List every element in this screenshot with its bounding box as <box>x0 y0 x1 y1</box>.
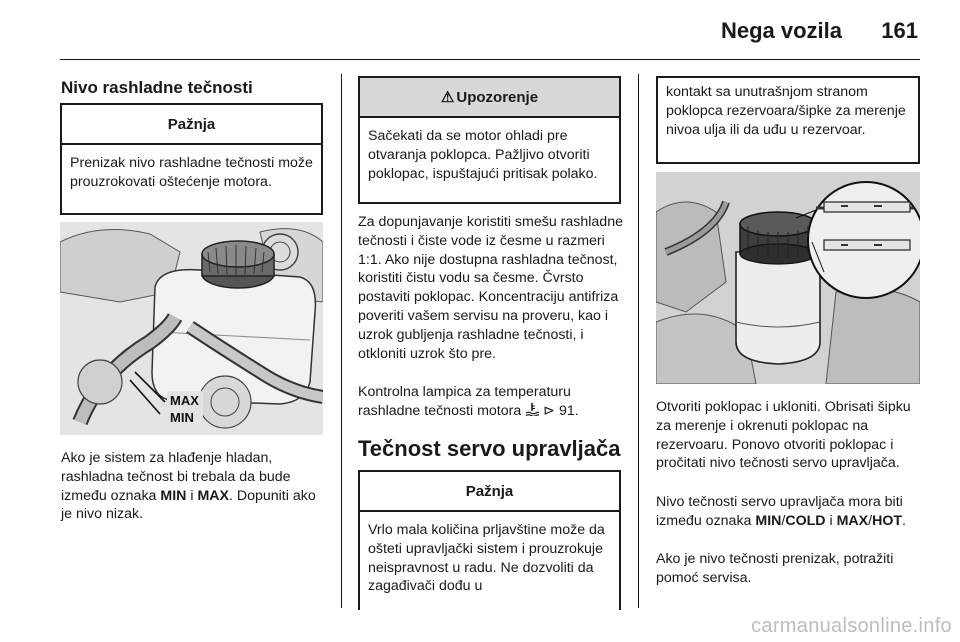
steering-level-paragraph <box>656 493 928 531</box>
min-mark-2: MIN <box>755 512 782 529</box>
power-steering-reservoir-figure <box>656 172 920 384</box>
page-number: 161 <box>881 18 918 43</box>
coolant-level-text-3: . Dopuniti ako je nivo nizak. <box>61 487 316 523</box>
caution-title-2: Pažnja <box>360 472 619 512</box>
caution-continuation-text: kontakt sa unutrašnjom stranom poklopca rezervoara/šipke za merenje nivoa ulja ili da uđu u rezervoar. <box>666 84 906 138</box>
min-mark: MIN <box>160 487 187 504</box>
caution-text-2: Vrlo mala količina prljavštine može da ošteti upravljački sistem i prouzrokuje neispravnost u radu. Ne dozvoliti da zagađivači dođu u <box>368 522 605 595</box>
coolant-reservoir-illustration <box>60 222 323 435</box>
page-header-title: Nega vozila <box>720 18 842 43</box>
watermark: carmanualsonline.info <box>751 615 952 637</box>
section-heading-power-steering: Tečnost servo upravljača <box>358 436 621 461</box>
coolant-level-text-1: Ako je sistem za hlađenje hladan, rashladna tečnost bi trebala da bude između oznaka <box>61 450 291 504</box>
section-heading-coolant: Nivo rashladne tečnosti <box>61 78 253 97</box>
warning-triangle-icon: ⚠ <box>440 89 455 106</box>
steering-level-text-1: Nivo tečnosti servo upravljača mora biti između oznaka <box>656 494 903 529</box>
caution-box-power-steering <box>358 470 621 610</box>
max-mark-2: MAX <box>836 512 869 529</box>
max-level-label: MAX <box>170 393 199 408</box>
power-steering-illustration <box>656 172 920 384</box>
hot-mark: HOT <box>872 512 903 529</box>
min-level-label: MIN <box>170 410 194 425</box>
warning-box <box>358 76 621 204</box>
warning-lamp-text: Kontrolna lampica za temperaturu rashladne tečnosti motora <box>358 384 571 419</box>
coolant-reservoir-figure <box>60 222 323 435</box>
warning-header <box>360 78 619 118</box>
page-reference-link[interactable]: ⊳ 91. <box>543 402 579 419</box>
column-divider-1 <box>341 74 342 608</box>
caution-continuation-box <box>656 76 920 164</box>
slash-1: / <box>781 512 786 529</box>
coolant-temperature-icon <box>525 403 539 416</box>
slash-2: / <box>868 512 873 529</box>
open-cap-paragraph: Otvoriti poklopac i ukloniti. Obrisati šipku za merenje i okrenuti poklopac na rezervoaru. Ponovo otvoriti poklopac i pročitati nivo tečnosti servo upravljača. <box>656 399 911 472</box>
cold-mark: COLD <box>785 512 826 529</box>
warning-title: Upozorenje <box>456 88 539 106</box>
coolant-level-text-2: i <box>186 487 198 504</box>
steering-level-text-2: i <box>825 512 837 529</box>
service-paragraph: Ako je nivo tečnosti prenizak, potražiti pomoć servisa. <box>656 551 894 586</box>
refill-paragraph: Za dopunjavanje koristiti smešu rashladne tečnosti i čiste vode iz česme u razmeri 1:1. Ako nije dostupna rashladna tečnost, koristiti čistu vodu sa česme. Čvrsto postaviti poklopac. Koncentraciju antifriza poveriti vašem servisu na proveru, kao i uzrok gubljenja rashladne tečnosti, i otkloniti uzrok što pre. <box>358 214 623 362</box>
warning-text: Sačekati da se motor ohladi pre otvaranja poklopca. Pažljivo otvoriti poklopac, ispuštajući pritisak polako. <box>368 128 598 182</box>
header-divider <box>60 59 920 60</box>
max-mark: MAX <box>197 487 229 504</box>
coolant-level-paragraph <box>61 449 326 524</box>
warning-lamp-paragraph <box>358 383 626 421</box>
caution-title: Pažnja <box>62 105 321 145</box>
caution-text: Prenizak nivo rashladne tečnosti može prouzrokovati oštećenje motora. <box>70 155 313 190</box>
steering-level-text-3: . <box>902 512 906 529</box>
caution-box-coolant <box>60 103 323 215</box>
column-divider-2 <box>638 74 639 608</box>
